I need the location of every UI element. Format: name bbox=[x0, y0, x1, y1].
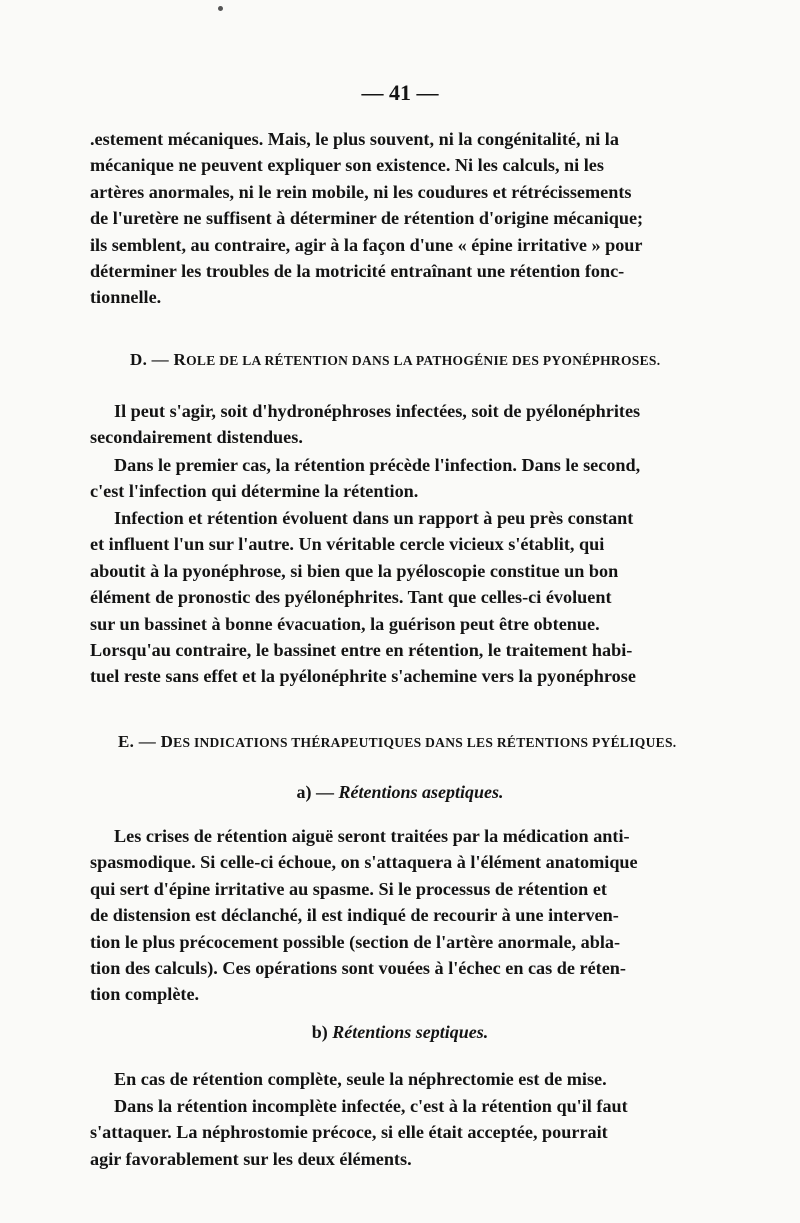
paragraph-d-first bbox=[90, 398, 708, 451]
text-line: tion le plus précocement possible (section de l'artère anormale, abla- bbox=[90, 931, 621, 952]
text-line: de distension est déclanché, il est indiqué de recourir à une interven- bbox=[90, 905, 619, 926]
paragraph-d-third bbox=[90, 505, 708, 690]
text-line: élément de pronostic des pyélonéphrites. Tant que celles-ci évoluent bbox=[90, 587, 612, 608]
section-heading-d bbox=[130, 350, 720, 370]
section-title-e: ES INDICATIONS THÉRAPEUTIQUES DANS LES RÉTENTIONS PYÉLIQUES. bbox=[173, 735, 677, 750]
paragraph-aseptic bbox=[90, 823, 708, 1008]
subheading-prefix-a: a) — bbox=[296, 782, 339, 802]
text-line: c'est l'infection qui détermine la rétention. bbox=[90, 481, 419, 502]
section-title-d: OLE DE LA RÉTENTION DANS LA PATHOGÉNIE DES PYONÉPHROSES. bbox=[186, 353, 661, 368]
text-line: .estement mécaniques. Mais, le plus souvent, ni la congénitalité, ni la bbox=[90, 129, 619, 149]
section-heading-e bbox=[118, 732, 708, 752]
text-line: spasmodique. Si celle-ci échoue, on s'attaquera à l'élément anatomique bbox=[90, 852, 638, 873]
text-line: Dans la rétention incomplète infectée, c'est à la rétention qu'il faut bbox=[114, 1096, 628, 1116]
text-line: agir favorablement sur les deux éléments. bbox=[90, 1148, 412, 1169]
section-letter-d: D. — R bbox=[130, 350, 187, 369]
paragraph-septic-second bbox=[90, 1093, 708, 1172]
text-line: tuel reste sans effet et la pyélonéphrite s'achemine vers la pyonéphrose bbox=[90, 666, 636, 687]
subheading-title-b: Rétentions septiques. bbox=[332, 1022, 489, 1042]
page-number: — 41 — bbox=[361, 80, 439, 105]
text-line: ils semblent, au contraire, agir à la façon d'une « épine irritative » pour bbox=[90, 234, 643, 255]
text-line: mécanique ne peuvent expliquer son existence. Ni les calculs, ni les bbox=[90, 155, 604, 176]
text-line: Il peut s'agir, soit d'hydronéphroses infectées, soit de pyélonéphrites bbox=[114, 401, 641, 421]
text-line: s'attaquer. La néphrostomie précoce, si elle était acceptée, pourrait bbox=[90, 1122, 608, 1143]
ink-mark bbox=[218, 6, 223, 11]
text-line: aboutit à la pyonéphrose, si bien que la pyéloscopie constitue un bon bbox=[90, 560, 619, 581]
text-line: En cas de rétention complète, seule la néphrectomie est de mise. bbox=[114, 1069, 607, 1089]
subheading-title-a: Rétentions aseptiques. bbox=[338, 782, 504, 802]
text-line: secondairement distendues. bbox=[90, 427, 303, 448]
subheading-septic bbox=[0, 1022, 800, 1043]
text-line: Les crises de rétention aiguë seront traitées par la médication anti- bbox=[114, 826, 630, 846]
text-line: tion complète. bbox=[90, 984, 200, 1005]
paragraph-intro bbox=[90, 126, 708, 311]
text-line: sur un bassinet à bonne évacuation, la guérison peut être obtenue. bbox=[90, 613, 600, 634]
text-line: Lorsqu'au contraire, le bassinet entre en rétention, le traitement habi- bbox=[90, 640, 633, 661]
subheading-prefix-b: b) bbox=[311, 1022, 333, 1042]
text-line: Infection et rétention évoluent dans un rapport à peu près constant bbox=[114, 508, 634, 528]
text-line: déterminer les troubles de la motricité entraînant une rétention fonc- bbox=[90, 261, 625, 282]
paragraph-d-second bbox=[90, 452, 708, 505]
text-line: de l'uretère ne suffisent à déterminer de rétention d'origine mécanique; bbox=[90, 208, 644, 229]
text-line: et influent l'un sur l'autre. Un véritable cercle vicieux s'établit, qui bbox=[90, 534, 605, 555]
paragraph-septic-first bbox=[90, 1066, 708, 1092]
text-line: qui sert d'épine irritative au spasme. Si le processus de rétention et bbox=[90, 878, 607, 899]
subheading-aseptic bbox=[0, 782, 800, 803]
text-line: tion des calculs). Ces opérations sont vouées à l'échec en cas de réten- bbox=[90, 958, 626, 979]
section-letter-e: E. — D bbox=[118, 732, 174, 751]
text-line: artères anormales, ni le rein mobile, ni les coudures et rétrécissements bbox=[90, 181, 632, 202]
text-line: Dans le premier cas, la rétention précède l'infection. Dans le second, bbox=[114, 455, 641, 475]
text-line: tionnelle. bbox=[90, 287, 162, 308]
